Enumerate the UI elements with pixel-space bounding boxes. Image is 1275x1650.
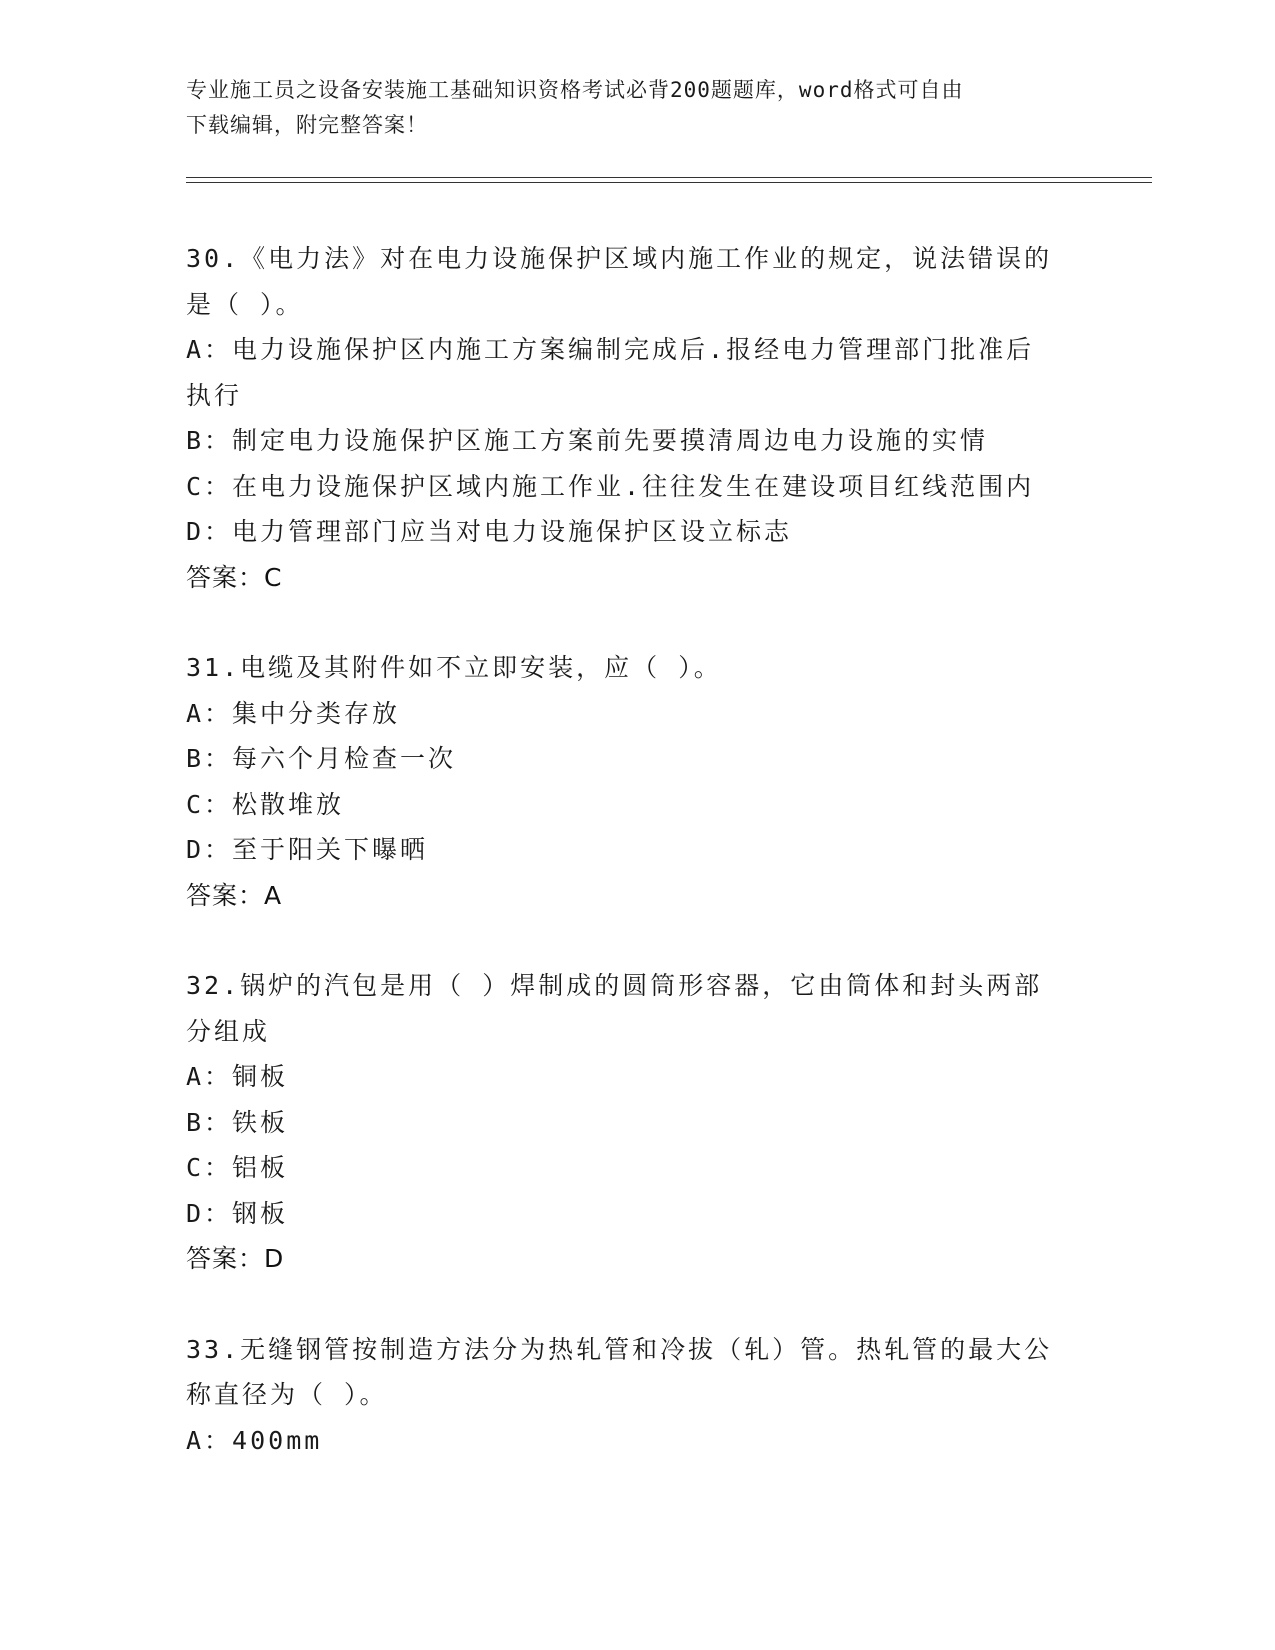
option-b: B：制定电力设施保护区施工方案前先要摸清周边电力设施的实情 <box>186 426 989 455</box>
answer-line: 答案：C <box>186 562 283 592</box>
option-c: C：在电力设施保护区域内施工作业.往往发生在建设项目红线范围内 <box>186 471 1035 501</box>
option-c: C：铝板 <box>186 1153 289 1182</box>
option-a: A：集中分类存放 <box>186 698 401 728</box>
header-line-2: 下载编辑，附完整答案！ <box>186 113 428 137</box>
option-d: D：电力管理部门应当对电力设施保护区设立标志 <box>186 517 793 546</box>
document-header <box>186 73 1086 143</box>
option-c: C：松散堆放 <box>186 789 345 819</box>
option-a: A：电力设施保护区内施工方案编制完成后.报经电力管理部门批准后 <box>186 335 1035 364</box>
option-a: A：400mm <box>186 1425 323 1455</box>
question-stem: 30.《电力法》对在电力设施保护区域内施工作业的规定，说法错误的 <box>186 244 1053 273</box>
option-d: D：至于阳关下曝晒 <box>186 835 429 864</box>
question-stem: 31.电缆及其附件如不立即安装，应（ ）。 <box>186 653 722 682</box>
question-stem: 是（ ）。 <box>186 289 304 319</box>
answer-line: 答案：D <box>186 1244 285 1273</box>
option-a: A：铜板 <box>186 1062 289 1091</box>
question-31 <box>186 645 1086 918</box>
option-b: B：铁板 <box>186 1107 289 1137</box>
header-rule-bottom <box>186 182 1152 183</box>
question-list <box>186 236 1086 1463</box>
question-30 <box>186 236 1086 600</box>
answer-line: 答案：A <box>186 880 283 910</box>
question-32 <box>186 963 1086 1282</box>
question-stem: 分组成 <box>186 1016 271 1046</box>
option-b: B：每六个月检查一次 <box>186 744 457 773</box>
question-stem: 称直径为（ ）。 <box>186 1380 388 1409</box>
header-rule-top <box>186 177 1152 178</box>
header-line-1: 专业施工员之设备安装施工基础知识资格考试必背200题题库，word格式可自由 <box>186 78 964 102</box>
option-d: D：钢板 <box>186 1198 289 1228</box>
question-stem: 33.无缝钢管按制造方法分为热轧管和冷拔（轧）管。热轧管的最大公 <box>186 1334 1053 1364</box>
option-a-cont: 执行 <box>186 380 243 410</box>
question-stem: 32.锅炉的汽包是用（ ）焊制成的圆筒形容器，它由筒体和封头两部 <box>186 971 1043 1000</box>
question-33 <box>186 1327 1086 1464</box>
